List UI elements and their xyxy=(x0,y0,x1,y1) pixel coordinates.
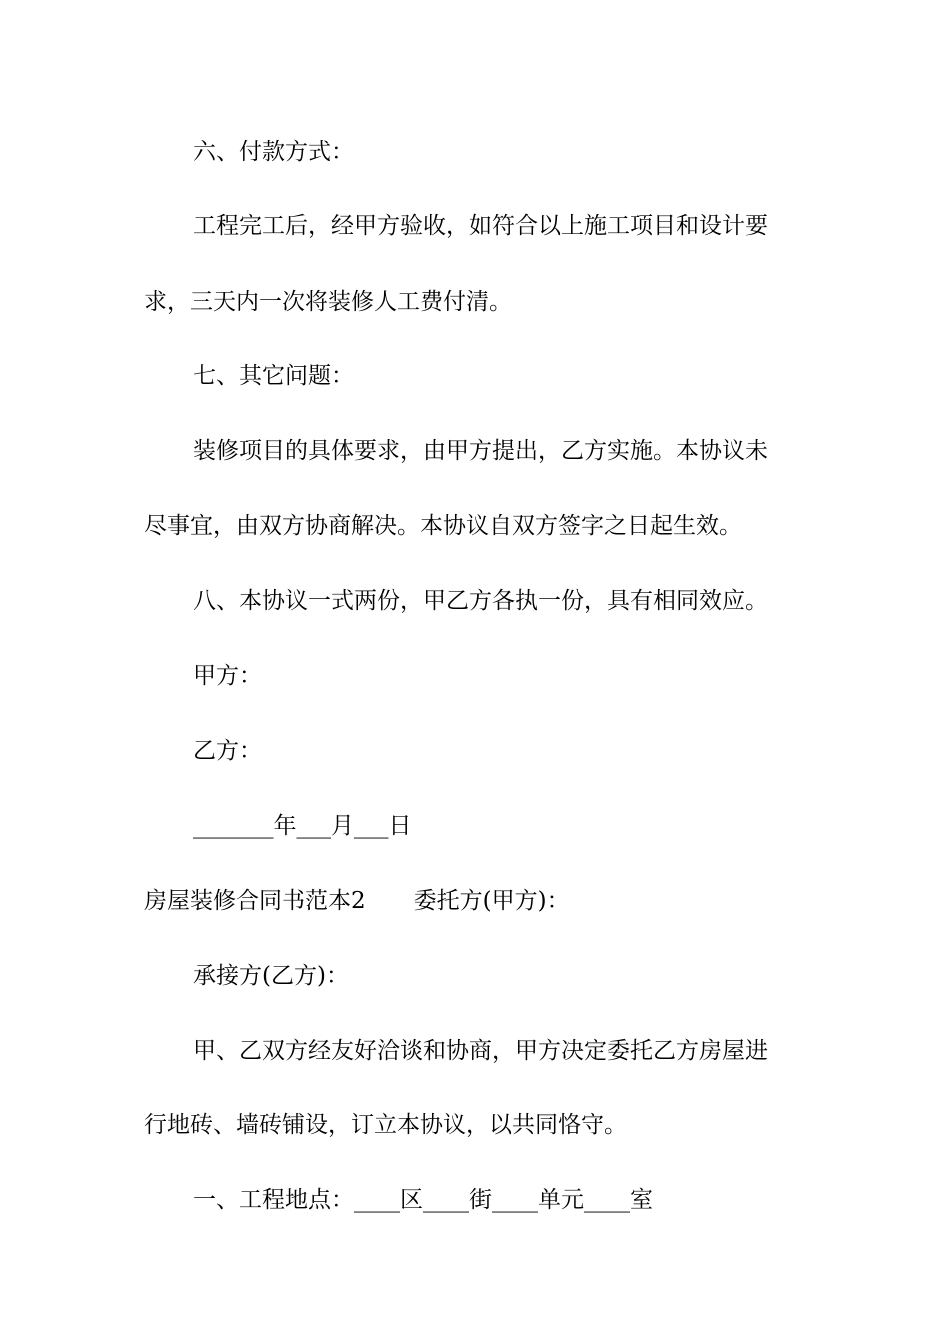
paragraph-line: 装修项目的具体要求，由甲方提出，乙方实施。本协议未 xyxy=(193,438,768,464)
section-heading-other: 七、其它问题： xyxy=(193,363,354,389)
section-heading-copies: 八、本协议一式两份，甲乙方各执一份，具有相同效应。 xyxy=(193,588,768,614)
paragraph-line: 工程完工后，经甲方验收，如符合以上施工项目和设计要 xyxy=(193,213,768,239)
date-line: _______年___月___日 xyxy=(193,813,412,839)
client-party-label: 委托方(甲方)： xyxy=(413,888,570,914)
section-heading-payment: 六、付款方式： xyxy=(193,139,354,165)
contract-title: 房屋装修合同书范本2 xyxy=(144,888,366,914)
paragraph-line: 求，三天内一次将装修人工费付清。 xyxy=(144,289,512,315)
party-a-signature-label: 甲方： xyxy=(193,663,262,689)
party-b-signature-label: 乙方： xyxy=(193,738,262,764)
contract-title-line xyxy=(144,886,824,916)
section-heading-location: 一、工程地点：____区____街____单元____室 xyxy=(193,1187,653,1213)
paragraph-line: 尽事宜，由双方协商解决。本协议自双方签字之日起生效。 xyxy=(144,513,742,539)
paragraph-line: 行地砖、墙砖铺设，订立本协议，以共同恪守。 xyxy=(144,1112,627,1138)
contractor-party-label: 承接方(乙方)： xyxy=(193,963,349,989)
paragraph-line: 甲、乙双方经友好洽谈和协商，甲方决定委托乙方房屋进 xyxy=(193,1038,768,1064)
